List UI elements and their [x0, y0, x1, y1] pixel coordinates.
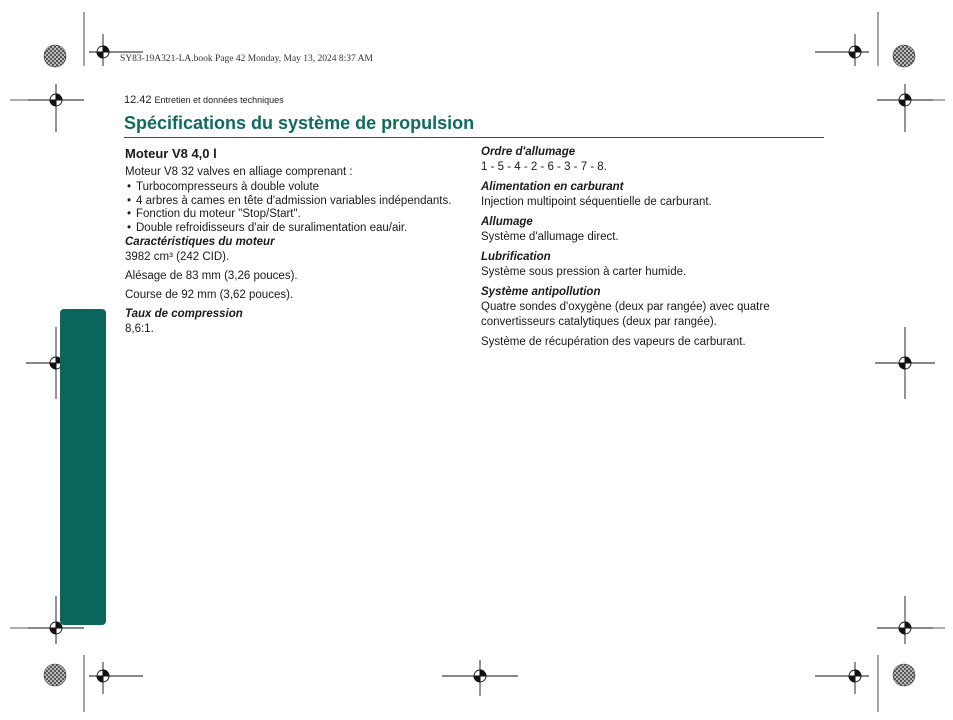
- compression-value: 8,6:1.: [125, 323, 154, 335]
- feature-list: [125, 181, 470, 235]
- chapter-side-tab: [60, 309, 106, 625]
- emissions-value-oxygen: Quatre sondes d'oxygène (deux par rangée) avec quatre convertisseurs catalytiques (deux par rangée).: [481, 301, 770, 328]
- characteristics-heading: Caractéristiques du moteur: [125, 236, 275, 248]
- stroke-value: Course de 92 mm (3,62 pouces).: [125, 289, 294, 301]
- ignition-heading: Allumage: [481, 216, 533, 228]
- emissions-heading: Système antipollution: [481, 286, 601, 298]
- bore-value: Alésage de 83 mm (3,26 pouces).: [125, 270, 298, 282]
- page-title: Spécifications du système de propulsion: [124, 113, 475, 133]
- left-column: [125, 145, 470, 341]
- list-item: • Fonction du moteur "Stop/Start".: [125, 208, 470, 222]
- engine-intro: Moteur V8 32 valves en alliage comprenant :: [125, 166, 353, 178]
- displacement-value: 3982 cm³ (242 CID).: [125, 251, 230, 263]
- list-item: • Double refroidisseurs d'air de suralimentation eau/air.: [125, 222, 470, 236]
- ignition-value: Système d'allumage direct.: [481, 231, 619, 243]
- lubrication-heading: Lubrification: [481, 251, 551, 263]
- list-item: • 4 arbres à cames en tête d'admission variables indépendants.: [125, 195, 470, 209]
- title-rule: [124, 137, 824, 138]
- file-header: SY83-19A321-LA.book Page 42 Monday, May 13, 2024 8:37 AM: [120, 54, 373, 64]
- firing-order-heading: Ordre d'allumage: [481, 146, 576, 158]
- emissions-value-vapour: Système de récupération des vapeurs de carburant.: [481, 336, 746, 348]
- engine-title: Moteur V8 4,0 l: [125, 146, 217, 161]
- list-item: • Turbocompresseurs à double volute: [125, 181, 470, 195]
- running-head: [124, 94, 284, 106]
- fuel-heading: Alimentation en carburant: [481, 181, 624, 193]
- section-name: Entretien et données techniques: [154, 95, 284, 105]
- page-number: 12.42: [124, 94, 152, 106]
- fuel-value: Injection multipoint séquentielle de carburant.: [481, 196, 712, 208]
- firing-order-value: 1 - 5 - 4 - 2 - 6 - 3 - 7 - 8.: [481, 161, 607, 173]
- compression-heading: Taux de compression: [125, 308, 243, 320]
- starburst-marks: [44, 45, 915, 686]
- lubrication-value: Système sous pression à carter humide.: [481, 266, 687, 278]
- right-column: [481, 145, 831, 355]
